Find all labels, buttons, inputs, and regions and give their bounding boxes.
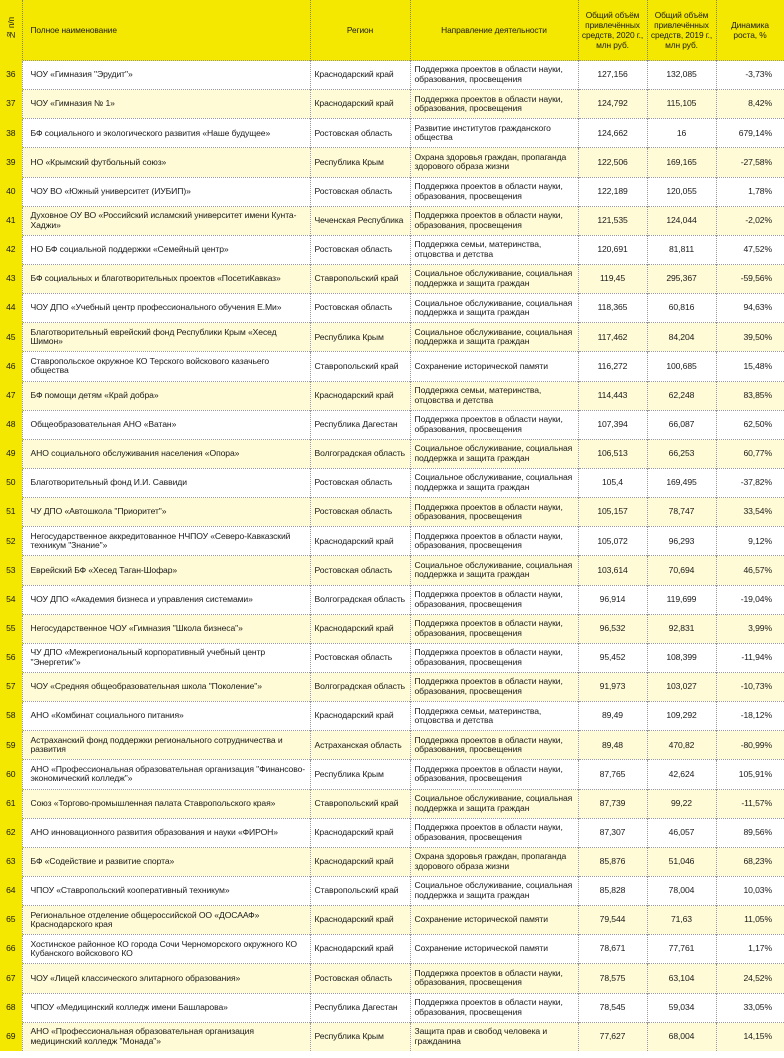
header-region: Регион — [310, 0, 410, 61]
growth-dynamics: -19,04% — [716, 585, 784, 614]
header-name: Полное наименование — [22, 0, 310, 61]
row-number: 53 — [0, 556, 22, 585]
org-name: ЧОУ «Средняя общеобразовательная школа "Поколение"» — [22, 672, 310, 701]
funds-2019: 120,055 — [647, 177, 716, 206]
table-row — [0, 439, 784, 468]
activity-direction: Развитие институтов гражданского общества — [410, 119, 578, 148]
growth-dynamics: -59,56% — [716, 264, 784, 293]
region: Краснодарский край — [310, 381, 410, 410]
funds-2019: 169,165 — [647, 148, 716, 177]
org-name: АНО «Профессиональная образовательная организация "Финансово-экономический колледж"» — [22, 760, 310, 789]
funds-2019: 46,057 — [647, 818, 716, 847]
header-num-label: № п/п — [5, 17, 16, 41]
funds-2019: 59,034 — [647, 993, 716, 1022]
activity-direction: Поддержка проектов в области науки, образования, просвещения — [410, 731, 578, 760]
region: Ставропольский край — [310, 789, 410, 818]
funds-2020: 122,189 — [578, 177, 647, 206]
row-number: 43 — [0, 264, 22, 293]
region: Ростовская область — [310, 556, 410, 585]
funds-2020: 106,513 — [578, 439, 647, 468]
table-row — [0, 148, 784, 177]
region: Республика Дагестан — [310, 993, 410, 1022]
table-row — [0, 527, 784, 556]
region: Ставропольский край — [310, 264, 410, 293]
org-name: Астраханский фонд поддержки регионального сотрудничества и развития — [22, 731, 310, 760]
funds-2019: 115,105 — [647, 90, 716, 119]
activity-direction: Поддержка проектов в области науки, образования, просвещения — [410, 498, 578, 527]
org-name: ЧОУ ДПО «Учебный центр профессионального обучения Е.Ми» — [22, 294, 310, 323]
funds-2020: 105,157 — [578, 498, 647, 527]
growth-dynamics: 9,12% — [716, 527, 784, 556]
row-number: 65 — [0, 906, 22, 935]
funds-2020: 118,365 — [578, 294, 647, 323]
row-number: 63 — [0, 847, 22, 876]
org-name: ЧОУ «Гимназия № 1» — [22, 90, 310, 119]
funds-2020: 121,535 — [578, 206, 647, 235]
org-name: АНО инновационного развития образования и науки «ФИРОН» — [22, 818, 310, 847]
funds-2020: 85,828 — [578, 876, 647, 905]
region: Краснодарский край — [310, 614, 410, 643]
funds-2019: 62,248 — [647, 381, 716, 410]
activity-direction: Поддержка проектов в области науки, образования, просвещения — [410, 410, 578, 439]
table-row — [0, 964, 784, 993]
table-row — [0, 876, 784, 905]
table-row — [0, 789, 784, 818]
funds-2020: 114,443 — [578, 381, 647, 410]
funds-2019: 51,046 — [647, 847, 716, 876]
funds-2020: 95,452 — [578, 643, 647, 672]
row-number: 58 — [0, 702, 22, 731]
org-name: Ставропольское окружное КО Терского войскового казачьего общества — [22, 352, 310, 381]
funds-2019: 63,104 — [647, 964, 716, 993]
activity-direction: Охрана здоровья граждан, пропаганда здорового образа жизни — [410, 148, 578, 177]
region: Республика Дагестан — [310, 410, 410, 439]
region: Краснодарский край — [310, 702, 410, 731]
activity-direction: Поддержка проектов в области науки, образования, просвещения — [410, 643, 578, 672]
row-number: 44 — [0, 294, 22, 323]
funds-2020: 117,462 — [578, 323, 647, 352]
row-number: 54 — [0, 585, 22, 614]
activity-direction: Поддержка проектов в области науки, образования, просвещения — [410, 672, 578, 701]
row-number: 69 — [0, 1022, 22, 1051]
funds-2019: 169,495 — [647, 468, 716, 497]
funds-2019: 81,811 — [647, 235, 716, 264]
funds-2019: 84,204 — [647, 323, 716, 352]
funds-2019: 119,699 — [647, 585, 716, 614]
activity-direction: Поддержка проектов в области науки, образования, просвещения — [410, 614, 578, 643]
org-name: Еврейский БФ «Хесед Таган-Шофар» — [22, 556, 310, 585]
row-number: 64 — [0, 876, 22, 905]
org-name: Региональное отделение общероссийской ОО «ДОСААФ» Краснодарского края — [22, 906, 310, 935]
growth-dynamics: 1,17% — [716, 935, 784, 964]
table-row — [0, 702, 784, 731]
funds-2020: 87,739 — [578, 789, 647, 818]
funds-2019: 77,761 — [647, 935, 716, 964]
table-row — [0, 468, 784, 497]
org-name: НО «Крымский футбольный союз» — [22, 148, 310, 177]
funds-2020: 105,072 — [578, 527, 647, 556]
growth-dynamics: 46,57% — [716, 556, 784, 585]
activity-direction: Охрана здоровья граждан, пропаганда здорового образа жизни — [410, 847, 578, 876]
activity-direction: Поддержка проектов в области науки, образования, просвещения — [410, 527, 578, 556]
row-number: 57 — [0, 672, 22, 701]
region: Волгоградская область — [310, 585, 410, 614]
growth-dynamics: -10,73% — [716, 672, 784, 701]
header-num — [0, 0, 22, 61]
funds-2020: 124,792 — [578, 90, 647, 119]
org-name: БФ социальных и благотворительных проектов «ПосетиКавказ» — [22, 264, 310, 293]
region: Волгоградская область — [310, 672, 410, 701]
funds-2020: 96,914 — [578, 585, 647, 614]
growth-dynamics: 3,99% — [716, 614, 784, 643]
funds-2020: 78,575 — [578, 964, 647, 993]
org-name: ЧУ ДПО «Межрегиональный корпоративный учебный центр "Энергетик"» — [22, 643, 310, 672]
funds-2019: 92,831 — [647, 614, 716, 643]
org-name: АНО «Профессиональная образовательная организация медицинский колледж "Монада"» — [22, 1022, 310, 1051]
org-name: Негосударственное аккредитованное НЧПОУ «Северо-Кавказский техникум "Знание"» — [22, 527, 310, 556]
funds-2019: 42,624 — [647, 760, 716, 789]
growth-dynamics: 83,85% — [716, 381, 784, 410]
funds-2019: 71,63 — [647, 906, 716, 935]
row-number: 67 — [0, 964, 22, 993]
growth-dynamics: 33,05% — [716, 993, 784, 1022]
growth-dynamics: 1,78% — [716, 177, 784, 206]
activity-direction: Поддержка проектов в области науки, образования, просвещения — [410, 585, 578, 614]
activity-direction: Поддержка семьи, материнства, отцовства и детства — [410, 702, 578, 731]
row-number: 38 — [0, 119, 22, 148]
funds-2019: 132,085 — [647, 61, 716, 90]
region: Ростовская область — [310, 177, 410, 206]
table-row — [0, 935, 784, 964]
row-number: 62 — [0, 818, 22, 847]
region: Краснодарский край — [310, 935, 410, 964]
region: Краснодарский край — [310, 818, 410, 847]
region: Ставропольский край — [310, 352, 410, 381]
region: Краснодарский край — [310, 847, 410, 876]
row-number: 48 — [0, 410, 22, 439]
row-number: 52 — [0, 527, 22, 556]
header-direction: Направление деятельности — [410, 0, 578, 61]
funds-2019: 68,004 — [647, 1022, 716, 1051]
funds-2019: 96,293 — [647, 527, 716, 556]
region: Республика Крым — [310, 148, 410, 177]
row-number: 40 — [0, 177, 22, 206]
row-number: 36 — [0, 61, 22, 90]
region: Ростовская область — [310, 498, 410, 527]
region: Астраханская область — [310, 731, 410, 760]
funds-2020: 89,48 — [578, 731, 647, 760]
funds-2020: 79,544 — [578, 906, 647, 935]
table-row — [0, 906, 784, 935]
funds-2019: 66,087 — [647, 410, 716, 439]
funds-2019: 295,367 — [647, 264, 716, 293]
row-number: 49 — [0, 439, 22, 468]
table-row — [0, 352, 784, 381]
org-name: Духовное ОУ ВО «Российский исламский университет имени Кунта-Хаджи» — [22, 206, 310, 235]
funds-2020: 78,671 — [578, 935, 647, 964]
table-row — [0, 410, 784, 439]
row-number: 41 — [0, 206, 22, 235]
org-name: Хостинское районное КО города Сочи Черноморского окружного КО Кубанского войскового КО — [22, 935, 310, 964]
funds-2019: 16 — [647, 119, 716, 148]
row-number: 46 — [0, 352, 22, 381]
growth-dynamics: 11,05% — [716, 906, 784, 935]
table-row — [0, 672, 784, 701]
org-name: НО БФ социальной поддержки «Семейный центр» — [22, 235, 310, 264]
org-name: ЧУ ДПО «Автошкола "Приоритет"» — [22, 498, 310, 527]
funds-2019: 103,027 — [647, 672, 716, 701]
row-number: 56 — [0, 643, 22, 672]
funds-2019: 70,694 — [647, 556, 716, 585]
funds-2020: 89,49 — [578, 702, 647, 731]
growth-dynamics: -2,02% — [716, 206, 784, 235]
growth-dynamics: 39,50% — [716, 323, 784, 352]
growth-dynamics: 94,63% — [716, 294, 784, 323]
funds-2020: 78,545 — [578, 993, 647, 1022]
region: Краснодарский край — [310, 90, 410, 119]
funds-2020: 127,156 — [578, 61, 647, 90]
growth-dynamics: -11,94% — [716, 643, 784, 672]
activity-direction: Поддержка проектов в области науки, образования, просвещения — [410, 90, 578, 119]
growth-dynamics: 89,56% — [716, 818, 784, 847]
growth-dynamics: 15,48% — [716, 352, 784, 381]
region: Ростовская область — [310, 235, 410, 264]
row-number: 61 — [0, 789, 22, 818]
region: Краснодарский край — [310, 906, 410, 935]
table-row — [0, 818, 784, 847]
region: Ростовская область — [310, 643, 410, 672]
org-name: БФ «Содействие и развитие спорта» — [22, 847, 310, 876]
funds-2020: 124,662 — [578, 119, 647, 148]
funds-2020: 96,532 — [578, 614, 647, 643]
activity-direction: Социальное обслуживание, социальная поддержка и защита граждан — [410, 294, 578, 323]
activity-direction: Сохранение исторической памяти — [410, 935, 578, 964]
row-number: 42 — [0, 235, 22, 264]
funds-2019: 124,044 — [647, 206, 716, 235]
funds-2020: 105,4 — [578, 468, 647, 497]
activity-direction: Поддержка семьи, материнства, отцовства и детства — [410, 381, 578, 410]
table-row — [0, 993, 784, 1022]
table-row — [0, 498, 784, 527]
activity-direction: Социальное обслуживание, социальная поддержка и защита граждан — [410, 876, 578, 905]
activity-direction: Поддержка проектов в области науки, образования, просвещения — [410, 177, 578, 206]
region: Республика Крым — [310, 323, 410, 352]
table-row — [0, 119, 784, 148]
activity-direction: Социальное обслуживание, социальная поддержка и защита граждан — [410, 439, 578, 468]
growth-dynamics: -18,12% — [716, 702, 784, 731]
table-row — [0, 614, 784, 643]
region: Чеченская Республика — [310, 206, 410, 235]
row-number: 50 — [0, 468, 22, 497]
org-name: ЧОУ ВО «Южный университет (ИУБИП)» — [22, 177, 310, 206]
activity-direction: Сохранение исторической памяти — [410, 906, 578, 935]
org-name: Общеобразовательная АНО «Ватан» — [22, 410, 310, 439]
growth-dynamics: 33,54% — [716, 498, 784, 527]
org-name: ЧОУ ДПО «Академия бизнеса и управления системами» — [22, 585, 310, 614]
funds-2020: 87,765 — [578, 760, 647, 789]
funds-2019: 78,004 — [647, 876, 716, 905]
activity-direction: Социальное обслуживание, социальная поддержка и защита граждан — [410, 789, 578, 818]
table-row — [0, 643, 784, 672]
org-name: Негосударственное ЧОУ «Гимназия "Школа бизнеса"» — [22, 614, 310, 643]
activity-direction: Поддержка семьи, материнства, отцовства и детства — [410, 235, 578, 264]
table-row — [0, 177, 784, 206]
org-name: АНО «Комбинат социального питания» — [22, 702, 310, 731]
growth-dynamics: 8,42% — [716, 90, 784, 119]
growth-dynamics: -27,58% — [716, 148, 784, 177]
activity-direction: Социальное обслуживание, социальная поддержка и защита граждан — [410, 556, 578, 585]
org-name: ЧПОУ «Медицинский колледж имени Башларова» — [22, 993, 310, 1022]
header-funds-2019: Общий объём привлечённых средств, 2019 г., млн руб. — [647, 0, 716, 61]
org-name: АНО социального обслуживания населения «Опора» — [22, 439, 310, 468]
org-name: Благотворительный еврейский фонд Республики Крым «Хесед Шимон» — [22, 323, 310, 352]
org-name: ЧОУ «Гимназия "Эрудит"» — [22, 61, 310, 90]
region: Ростовская область — [310, 294, 410, 323]
activity-direction: Поддержка проектов в области науки, образования, просвещения — [410, 61, 578, 90]
region: Краснодарский край — [310, 61, 410, 90]
table-row — [0, 90, 784, 119]
row-number: 39 — [0, 148, 22, 177]
funds-2020: 91,973 — [578, 672, 647, 701]
growth-dynamics: 47,52% — [716, 235, 784, 264]
activity-direction: Поддержка проектов в области науки, образования, просвещения — [410, 964, 578, 993]
row-number: 59 — [0, 731, 22, 760]
activity-direction: Социальное обслуживание, социальная поддержка и защита граждан — [410, 264, 578, 293]
funds-2020: 87,307 — [578, 818, 647, 847]
funds-2019: 108,399 — [647, 643, 716, 672]
org-name: Союз «Торгово-промышленная палата Ставропольского края» — [22, 789, 310, 818]
funds-2020: 77,627 — [578, 1022, 647, 1051]
region: Ростовская область — [310, 964, 410, 993]
org-name: ЧПОУ «Ставропольский кооперативный техникум» — [22, 876, 310, 905]
funds-2020: 103,614 — [578, 556, 647, 585]
growth-dynamics: 14,15% — [716, 1022, 784, 1051]
growth-dynamics: 62,50% — [716, 410, 784, 439]
region: Республика Крым — [310, 760, 410, 789]
table-body — [0, 61, 784, 1051]
header-dynamics: Динамика роста, % — [716, 0, 784, 61]
region: Ростовская область — [310, 468, 410, 497]
activity-direction: Поддержка проектов в области науки, образования, просвещения — [410, 993, 578, 1022]
funds-2019: 78,747 — [647, 498, 716, 527]
table-row — [0, 206, 784, 235]
funds-2020: 120,691 — [578, 235, 647, 264]
table-row — [0, 760, 784, 789]
growth-dynamics: 68,23% — [716, 847, 784, 876]
header-row — [0, 0, 784, 61]
funds-2019: 100,685 — [647, 352, 716, 381]
org-name: БФ социального и экологического развития «Наше будущее» — [22, 119, 310, 148]
table-header — [0, 0, 784, 61]
funds-2020: 107,394 — [578, 410, 647, 439]
activity-direction: Поддержка проектов в области науки, образования, просвещения — [410, 206, 578, 235]
funds-2020: 119,45 — [578, 264, 647, 293]
row-number: 45 — [0, 323, 22, 352]
funds-2019: 109,292 — [647, 702, 716, 731]
region: Краснодарский край — [310, 527, 410, 556]
table-row — [0, 1022, 784, 1051]
org-name: Благотворительный фонд И.И. Саввиди — [22, 468, 310, 497]
table-row — [0, 61, 784, 90]
table-row — [0, 323, 784, 352]
funds-2020: 85,876 — [578, 847, 647, 876]
funds-2020: 122,506 — [578, 148, 647, 177]
activity-direction: Защита прав и свобод человека и гражданина — [410, 1022, 578, 1051]
org-name: ЧОУ «Лицей классического элитарного образования» — [22, 964, 310, 993]
growth-dynamics: 24,52% — [716, 964, 784, 993]
growth-dynamics: 679,14% — [716, 119, 784, 148]
funds-2019: 60,816 — [647, 294, 716, 323]
table-row — [0, 264, 784, 293]
activity-direction: Сохранение исторической памяти — [410, 352, 578, 381]
region: Республика Крым — [310, 1022, 410, 1051]
row-number: 68 — [0, 993, 22, 1022]
table-row — [0, 235, 784, 264]
header-funds-2020: Общий объём привлечённых средств, 2020 г., млн руб. — [578, 0, 647, 61]
row-number: 47 — [0, 381, 22, 410]
table-row — [0, 556, 784, 585]
funds-2019: 99,22 — [647, 789, 716, 818]
growth-dynamics: -37,82% — [716, 468, 784, 497]
row-number: 37 — [0, 90, 22, 119]
row-number: 60 — [0, 760, 22, 789]
funds-2019: 470,82 — [647, 731, 716, 760]
growth-dynamics: -3,73% — [716, 61, 784, 90]
activity-direction: Поддержка проектов в области науки, образования, просвещения — [410, 760, 578, 789]
activity-direction: Поддержка проектов в области науки, образования, просвещения — [410, 818, 578, 847]
row-number: 55 — [0, 614, 22, 643]
region: Ставропольский край — [310, 876, 410, 905]
table-row — [0, 847, 784, 876]
activity-direction: Социальное обслуживание, социальная поддержка и защита граждан — [410, 323, 578, 352]
table-row — [0, 731, 784, 760]
funds-2019: 66,253 — [647, 439, 716, 468]
table-row — [0, 294, 784, 323]
activity-direction: Социальное обслуживание, социальная поддержка и защита граждан — [410, 468, 578, 497]
growth-dynamics: 10,03% — [716, 876, 784, 905]
row-number: 51 — [0, 498, 22, 527]
growth-dynamics: -80,99% — [716, 731, 784, 760]
growth-dynamics: 60,77% — [716, 439, 784, 468]
row-number: 66 — [0, 935, 22, 964]
table-row — [0, 585, 784, 614]
growth-dynamics: -11,57% — [716, 789, 784, 818]
region: Ростовская область — [310, 119, 410, 148]
org-name: БФ помощи детям «Край добра» — [22, 381, 310, 410]
table-row — [0, 381, 784, 410]
funds-2020: 116,272 — [578, 352, 647, 381]
region: Волгоградская область — [310, 439, 410, 468]
growth-dynamics: 105,91% — [716, 760, 784, 789]
